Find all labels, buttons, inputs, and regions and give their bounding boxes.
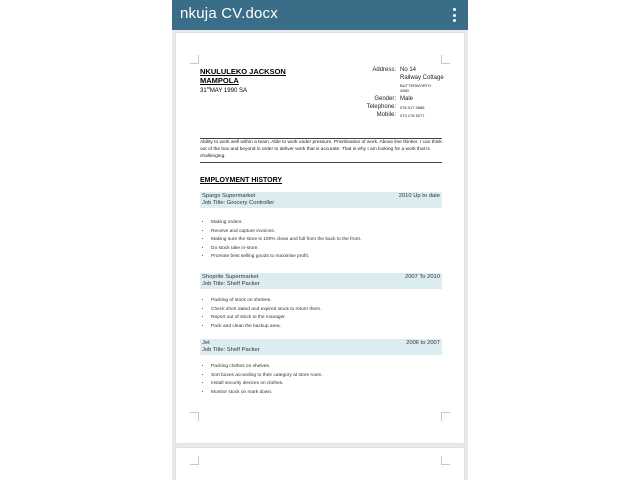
job-title: Job Title: Shelf Packer — [202, 281, 260, 287]
address-line-1: No 14 — [400, 67, 417, 73]
list-item: • Check short dated and expired stock to return them. — [211, 306, 453, 315]
document-page[interactable] — [176, 33, 464, 443]
list-item: • Install security devices on clothes. — [211, 380, 453, 389]
list-item: • Receive and capture invoices. — [211, 228, 453, 237]
margin-marker — [190, 412, 199, 421]
margin-marker — [190, 55, 199, 64]
company-name: Spargs Supermarket — [202, 193, 256, 199]
app-bar — [172, 0, 468, 30]
job-header — [200, 273, 442, 289]
address-line-4: 4960 — [400, 88, 409, 93]
mobile-value: 073 178 5277 — [400, 113, 425, 118]
employment-heading: EMPLOYMENT HISTORY — [200, 177, 283, 184]
job-dates: 2006 to 2007 — [406, 340, 440, 346]
company-name: Shoprite Supermarket — [202, 274, 259, 280]
gender-value: Male — [400, 96, 414, 102]
gender-label: Gender: — [374, 96, 396, 102]
list-item: • Packing clothes on shelves. — [211, 363, 453, 372]
list-item: • Do stock take in-store. — [211, 245, 453, 254]
list-item: • Making sure the store is 100% clean and full from the back to the front. — [211, 236, 453, 245]
list-item: • Monitor stock on mark down. — [211, 389, 453, 398]
margin-marker — [190, 456, 199, 465]
list-item: • Report out of stock to the manager. — [211, 314, 453, 323]
company-name: Jet — [202, 340, 210, 346]
cv-name: NKULULEKO JACKSON MAMPOLA — [200, 67, 286, 85]
next-document-page[interactable] — [176, 448, 464, 480]
job-header — [200, 339, 442, 355]
list-item: • Pack and clean the backup area. — [211, 323, 453, 332]
list-item: • Sort boxes according to their category at store room. — [211, 372, 453, 381]
margin-marker — [441, 55, 450, 64]
job-header — [200, 192, 442, 208]
duties-list — [200, 219, 453, 262]
margin-marker — [441, 456, 450, 465]
address-label: Address: — [372, 67, 396, 73]
mobile-label: Mobile: — [376, 112, 396, 118]
job-dates: 2010 Up to date — [398, 193, 440, 199]
list-item: • Making orders. — [211, 219, 453, 228]
document-viewer — [172, 0, 468, 480]
address-line-3: BUTTERWORTH — [400, 83, 431, 88]
job-title: Job Title: Shelf Packer — [202, 347, 260, 353]
address-line-2: Railway Cottage — [400, 75, 444, 81]
margin-marker — [441, 412, 450, 421]
list-item: • Promote best selling goods to maximise profit. — [211, 253, 453, 262]
more-vert-icon[interactable] — [448, 3, 462, 27]
job-dates: 2007 To 2010 — [404, 274, 440, 280]
document-title: nkuja CV.docx — [180, 5, 278, 22]
telephone-value: 076 017 0688 — [400, 105, 425, 110]
date-of-birth: 31stMAY 1990 SA — [200, 85, 247, 94]
duties-list — [200, 297, 453, 331]
list-item: • Packing of stock on shelves. — [211, 297, 453, 306]
profile-summary: Ability to work well within a team. Able to work under pressure. Prioritisation of work. Above line thinker. I can think out of the box and beyond in order to deliver work that is accurate. That is why I am looking for a work that is challenging. — [200, 138, 442, 163]
duties-list — [200, 363, 453, 397]
telephone-label: Telephone: — [366, 104, 396, 110]
job-title: Job Title: Grocery Controller — [202, 200, 275, 206]
